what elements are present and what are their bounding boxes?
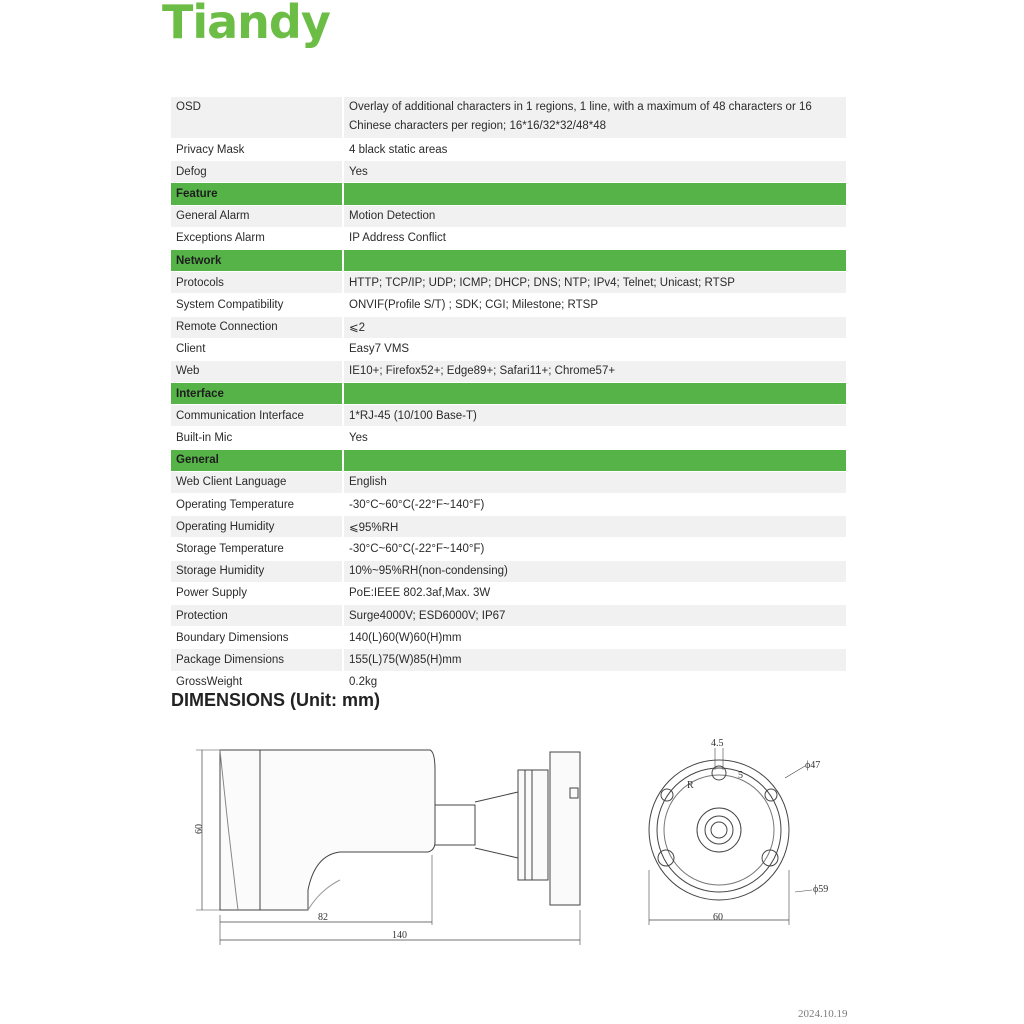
spec-value: 10%~95%RH(non-condensing) bbox=[343, 560, 846, 582]
spec-row bbox=[171, 516, 846, 538]
spec-label: GrossWeight bbox=[171, 671, 343, 693]
spec-label: Interface bbox=[171, 383, 343, 405]
spec-label: Power Supply bbox=[171, 582, 343, 604]
spec-label: Privacy Mask bbox=[171, 139, 343, 161]
spec-value bbox=[343, 383, 846, 405]
front-offset-label: 5 bbox=[738, 770, 743, 781]
spec-row bbox=[171, 494, 846, 516]
front-r-label: R bbox=[687, 780, 694, 791]
spec-value: Easy7 VMS bbox=[343, 338, 846, 360]
side-view-drawing bbox=[196, 750, 580, 945]
spec-value: ⩽95%RH bbox=[343, 516, 846, 538]
side-total-length-label: 140 bbox=[392, 930, 407, 941]
spec-value: IE10+; Firefox52+; Edge89+; Safari11+; Chrome57+ bbox=[343, 360, 846, 382]
spec-value: -30°C~60°C(-22°F~140°F) bbox=[343, 494, 846, 516]
spec-value: Motion Detection bbox=[343, 205, 846, 227]
front-view-drawing bbox=[649, 748, 812, 925]
spec-row bbox=[171, 294, 846, 316]
spec-value: 140(L)60(W)60(H)mm bbox=[343, 627, 846, 649]
dimensions-title: DIMENSIONS (Unit: mm) bbox=[171, 690, 380, 710]
spec-value: 1*RJ-45 (10/100 Base-T) bbox=[343, 405, 846, 427]
spec-label: Remote Connection bbox=[171, 316, 343, 338]
spec-label: Operating Humidity bbox=[171, 516, 343, 538]
spec-label: General Alarm bbox=[171, 205, 343, 227]
spec-label: Defog bbox=[171, 161, 343, 183]
spec-label: Boundary Dimensions bbox=[171, 627, 343, 649]
spec-value bbox=[343, 449, 846, 471]
section-header-row bbox=[171, 249, 846, 271]
spec-table bbox=[171, 97, 846, 694]
spec-label: Feature bbox=[171, 183, 343, 205]
spec-row bbox=[171, 97, 846, 139]
spec-row bbox=[171, 316, 846, 338]
tiandy-logo: Tiandy bbox=[162, 0, 330, 49]
section-header-row bbox=[171, 383, 846, 405]
spec-value: IP Address Conflict bbox=[343, 227, 846, 249]
footer-date: 2024.10.19 bbox=[798, 1008, 848, 1020]
dimension-drawing bbox=[190, 730, 840, 960]
spec-label: Client bbox=[171, 338, 343, 360]
spec-label: Network bbox=[171, 249, 343, 271]
spec-value bbox=[343, 183, 846, 205]
spec-label: Exceptions Alarm bbox=[171, 227, 343, 249]
spec-value: 4 black static areas bbox=[343, 139, 846, 161]
spec-value: Surge4000V; ESD6000V; IP67 bbox=[343, 604, 846, 626]
spec-value: HTTP; TCP/IP; UDP; ICMP; DHCP; DNS; NTP; IPv4; Telnet; Unicast; RTSP bbox=[343, 272, 846, 294]
spec-row bbox=[171, 360, 846, 382]
spec-row bbox=[171, 205, 846, 227]
spec-row bbox=[171, 427, 846, 449]
spec-label: Communication Interface bbox=[171, 405, 343, 427]
spec-row bbox=[171, 338, 846, 360]
spec-label: Web bbox=[171, 360, 343, 382]
side-body-length-label: 82 bbox=[318, 912, 328, 923]
spec-value: ONVIF(Profile S/T) ; SDK; CGI; Milestone; RTSP bbox=[343, 294, 846, 316]
spec-label: General bbox=[171, 449, 343, 471]
front-dia-inner-label: ϕ47 bbox=[805, 760, 821, 771]
spec-value: ⩽2 bbox=[343, 316, 846, 338]
spec-value: -30°C~60°C(-22°F~140°F) bbox=[343, 538, 846, 560]
spec-value: English bbox=[343, 471, 846, 493]
spec-row bbox=[171, 405, 846, 427]
spec-value: 0.2kg bbox=[343, 671, 846, 693]
front-hole-label: 4.5 bbox=[711, 738, 724, 749]
spec-value bbox=[343, 249, 846, 271]
spec-label: Protocols bbox=[171, 272, 343, 294]
spec-row bbox=[171, 538, 846, 560]
spec-value: PoE:IEEE 802.3af,Max. 3W bbox=[343, 582, 846, 604]
spec-row bbox=[171, 471, 846, 493]
spec-row bbox=[171, 161, 846, 183]
section-header-row bbox=[171, 449, 846, 471]
spec-row bbox=[171, 272, 846, 294]
spec-label: Protection bbox=[171, 604, 343, 626]
spec-label: Storage Temperature bbox=[171, 538, 343, 560]
spec-value: Yes bbox=[343, 427, 846, 449]
spec-value: 155(L)75(W)85(H)mm bbox=[343, 649, 846, 671]
spec-label: Web Client Language bbox=[171, 471, 343, 493]
spec-value: Yes bbox=[343, 161, 846, 183]
spec-label: Operating Temperature bbox=[171, 494, 343, 516]
side-height-label: 60 bbox=[194, 824, 205, 834]
spec-row bbox=[171, 627, 846, 649]
spec-label: Built-in Mic bbox=[171, 427, 343, 449]
spec-row bbox=[171, 582, 846, 604]
spec-row bbox=[171, 227, 846, 249]
front-dia-outer-label: ϕ59 bbox=[813, 884, 829, 895]
front-width-label: 60 bbox=[713, 912, 723, 923]
spec-label: System Compatibility bbox=[171, 294, 343, 316]
section-header-row bbox=[171, 183, 846, 205]
spec-value: Overlay of additional characters in 1 regions, 1 line, with a maximum of 48 characters or 16 Chinese characters per region; 16*16/32*32/48*48 bbox=[343, 97, 846, 139]
spec-row bbox=[171, 649, 846, 671]
spec-row bbox=[171, 604, 846, 626]
spec-row bbox=[171, 139, 846, 161]
spec-row bbox=[171, 560, 846, 582]
spec-label: Package Dimensions bbox=[171, 649, 343, 671]
spec-label: OSD bbox=[171, 97, 343, 139]
spec-label: Storage Humidity bbox=[171, 560, 343, 582]
